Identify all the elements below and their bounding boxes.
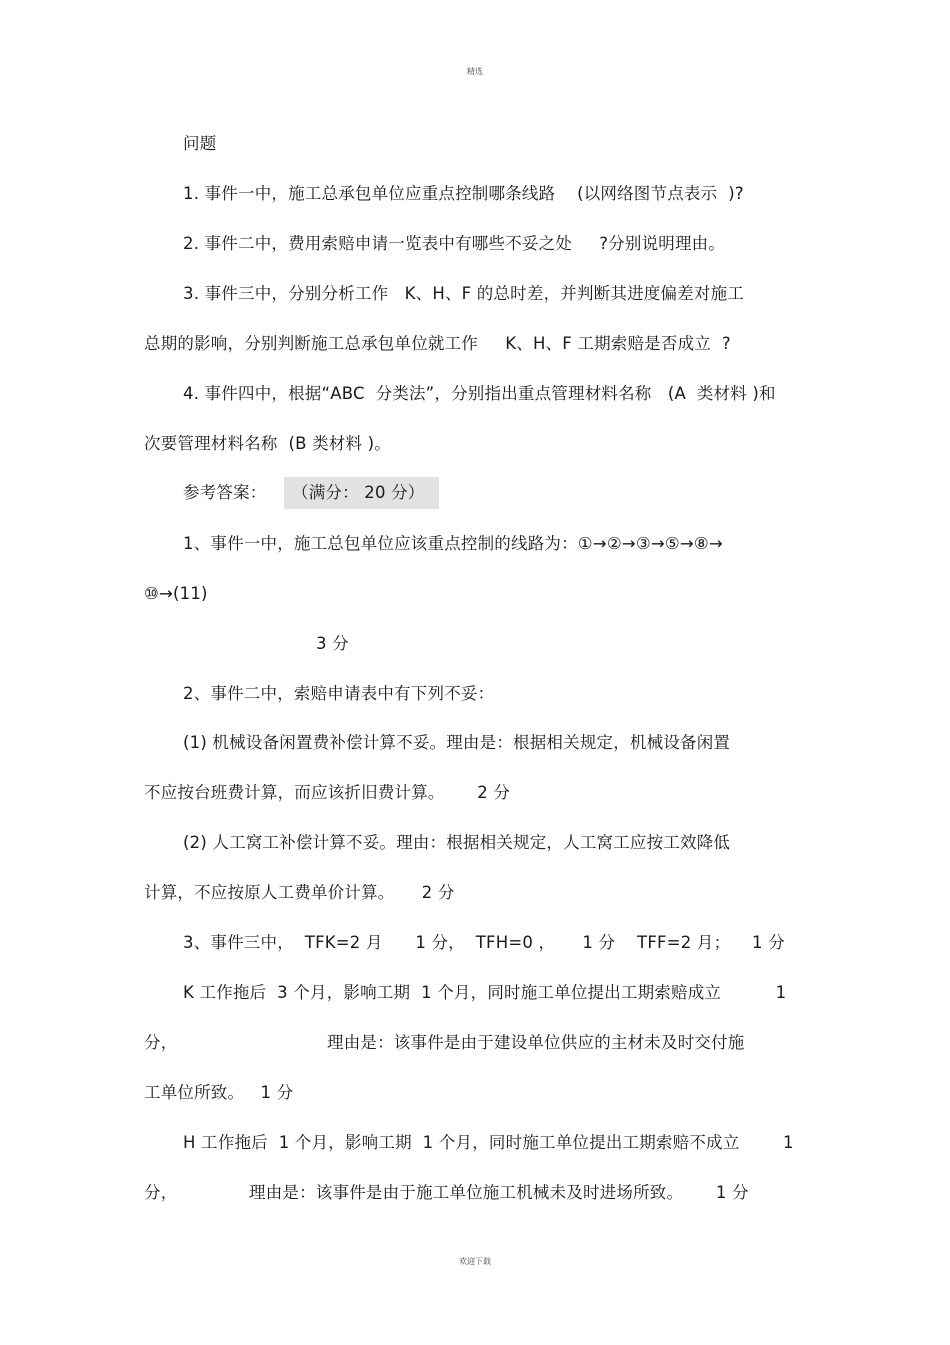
- question-4-line-1: 4. 事件四中，根据“ABC 分类法”，分别指出重点管理材料名称 (A 类材料 )和: [183, 384, 776, 403]
- answer-3-h-line-2b: 理由是：该事件是由于施工单位施工机械未及时进场所致。 1 分: [249, 1183, 749, 1202]
- answer-3-h-line-1: H 工作拖后 1 个月，影响工期 1 个月，同时施工单位提出工期索赔不成立 1: [183, 1133, 794, 1152]
- answer-3-k-line-2a: 分，: [144, 1033, 178, 1052]
- answer-2-item-1-line-1: (1) 机械设备闲置费补偿计算不妥。理由是：根据相关规定，机械设备闲置: [183, 733, 731, 752]
- answer-2-item-2-line-2: 计算，不应按原人工费单价计算。 2 分: [144, 883, 455, 902]
- section-heading: 问题: [183, 134, 217, 153]
- answer-heading: 参考答案：: [183, 483, 267, 502]
- answer-1-line-1: 1、事件一中，施工总包单位应该重点控制的线路为：①→②→③→⑤→⑧→: [183, 534, 723, 553]
- full-score-badge: （满分： 20 分）: [284, 477, 439, 509]
- page-footer: 欢迎下载: [459, 1257, 491, 1266]
- question-1: 1. 事件一中，施工总承包单位应重点控制哪条线路 (以网络图节点表示 )?: [183, 184, 744, 203]
- answer-2-heading: 2、事件二中，索赔申请表中有下列不妥：: [183, 684, 495, 703]
- question-2: 2. 事件二中，费用索赔申请一览表中有哪些不妥之处 ?分别说明理由。: [183, 234, 726, 253]
- answer-3-k-line-3: 工单位所致。 1 分: [144, 1083, 294, 1102]
- page-header: 精选: [467, 67, 483, 76]
- question-4-line-2: 次要管理材料名称 (B 类材料 )。: [144, 434, 391, 453]
- answer-1-line-2: ⑩→(11): [144, 584, 208, 603]
- answer-3-k-line-1: K 工作拖后 3 个月，影响工期 1 个月，同时施工单位提出工期索赔成立 1: [183, 983, 787, 1002]
- answer-3-k-line-2b: 理由是：该事件是由于建设单位供应的主材未及时交付施: [327, 1033, 745, 1052]
- answer-2-item-2-line-1: (2) 人工窝工补偿计算不妥。理由：根据相关规定，人工窝工应按工效降低: [183, 833, 731, 852]
- question-3-line-1: 3. 事件三中，分别分析工作 K、H、F 的总时差，并判断其进度偏差对施工: [183, 284, 744, 303]
- answer-1-score: 3 分: [316, 634, 349, 653]
- answer-3-h-line-2a: 分，: [144, 1183, 178, 1202]
- question-3-line-2: 总期的影响，分别判断施工总承包单位就工作 K、H、F 工期索赔是否成立 ?: [144, 334, 731, 353]
- answer-3-totals: 3、事件三中， TFK=2 月 1 分， TFH=0 ， 1 分 TFF=2 月； 1 分: [183, 933, 785, 952]
- answer-2-item-1-line-2: 不应按台班费计算，而应该折旧费计算。 2 分: [144, 783, 511, 802]
